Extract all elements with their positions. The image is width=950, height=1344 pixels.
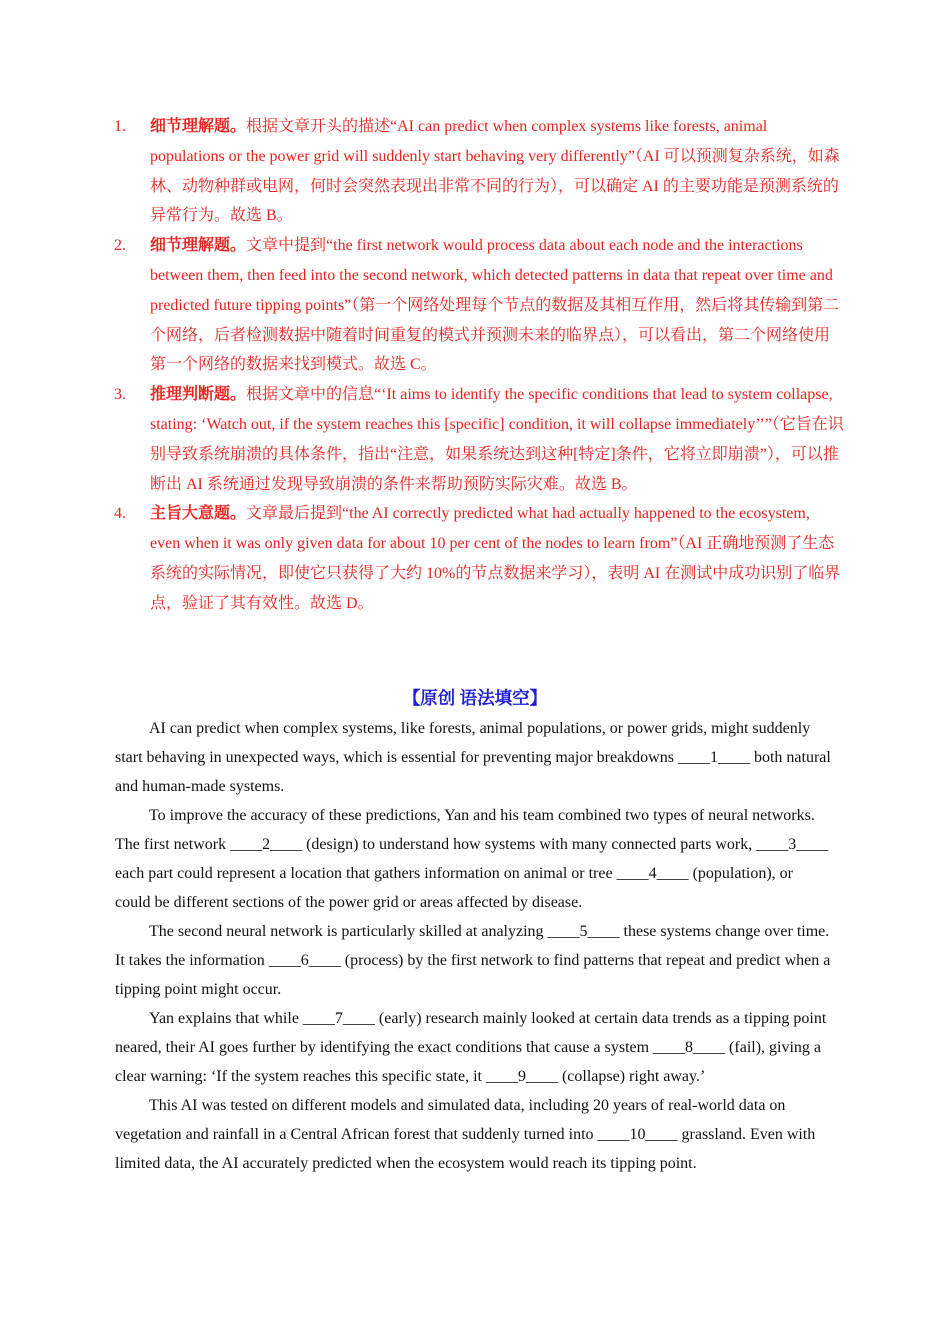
answer-item-3 bbox=[114, 380, 844, 499]
question-type: 细节理解题。 bbox=[150, 118, 247, 135]
section-title: 【原创 语法填空】 bbox=[402, 688, 548, 708]
question-type: 细节理解题。 bbox=[150, 237, 247, 255]
question-type: 主旨大意题。 bbox=[150, 505, 247, 523]
passage-paragraph-3: The second neural network is particularly skilled at analyzing ____5____ these systems change over time. It takes the information ____6____ (process) by the first network to find patterns that repeat and predict when a tipping point might occur. bbox=[115, 923, 831, 998]
passage-paragraph-5: This AI was tested on different models and simulated data, including 20 years of real-world data on vegetation and rainfall in a Central African forest that suddenly turned into ____10____ grassland. Even with limited data, the AI accurately predicted when the ecosystem would reach its tipping point. bbox=[115, 1097, 816, 1172]
answer-explanations bbox=[114, 112, 844, 619]
answer-number: 4. bbox=[114, 505, 126, 523]
question-type: 推理判断题。 bbox=[150, 386, 247, 404]
answer-explanation: 根据文章开头的描述“AI can predict when complex systems like forests, animal populations or the power grid will suddenly start behaving very differently”（AI 可以预测复杂系统，如森林、动物种群或电网，何时会突然表现出非常不同的行为），可以确定 AI 的主要功能是预测系统的异常行为。故选 B。 bbox=[150, 118, 840, 225]
grammar-fill-passage bbox=[115, 714, 831, 1178]
answer-item-1 bbox=[114, 112, 844, 231]
answer-item-4 bbox=[114, 499, 844, 618]
answer-explanation: 文章中提到“the first network would process data about each node and the interactions between them, then feed into the second network, which detected patterns in data that repeat over time and predicted future tipping points”（第一个网络处理每个节点的数据及其相互作用，然后将其传输到第二个网络，后者检测数据中随着时间重复的模式并预测未来的临界点），可以看出，第二个网络使用第一个网络的数据来找到模式。故选 C。 bbox=[150, 237, 840, 374]
answer-number: 2. bbox=[114, 237, 126, 255]
passage-paragraph-4: Yan explains that while ____7____ (early) research mainly looked at certain data trends as a tipping point neared, their AI goes further by identifying the exact conditions that cause a system ____8____ (fail), giving a clear warning: ‘If the system reaches this specific state, it ____9____ (collapse) right away.’ bbox=[115, 1010, 827, 1085]
passage-paragraph-2: To improve the accuracy of these predictions, Yan and his team combined two types of neural networks. The first network ____2____ (design) to understand how systems with many connected parts work, ____3____ each part could represent a location that gathers information on animal or tree ____4____ (population), or could be different sections of the power grid or areas affected by disease. bbox=[115, 807, 829, 911]
answer-number: 3. bbox=[114, 386, 126, 404]
answer-explanation: 文章最后提到“the AI correctly predicted what had actually happened to the ecosystem, even when it was only given data for about 10 per cent of the nodes to learn from”（AI 正确地预测了生态系统的实际情况，即使它只获得了大约 10%的节点数据来学习），表明 AI 在测试中成功识别了临界点，验证了其有效性。故选 D。 bbox=[150, 505, 841, 612]
answer-item-2 bbox=[114, 231, 844, 380]
answer-number: 1. bbox=[114, 118, 126, 135]
answer-explanation: 根据文章中的信息“‘It aims to identify the specific conditions that lead to system collapse, stating: ‘Watch out, if the system reaches this [specific] condition, it will collapse immediately’’”（它旨在识别导致系统崩溃的具体条件，指出“注意，如果系统达到这种[特定]条件，它将立即崩溃”），可以推断出 AI 系统通过发现导致崩溃的条件来帮助预防实际灾难。故选 B。 bbox=[150, 386, 844, 493]
passage-paragraph-1: AI can predict when complex systems, like forests, animal populations, or power grids, might suddenly start behaving in unexpected ways, which is essential for preventing major breakdowns ____1____ both natural and human-made systems. bbox=[115, 720, 831, 795]
